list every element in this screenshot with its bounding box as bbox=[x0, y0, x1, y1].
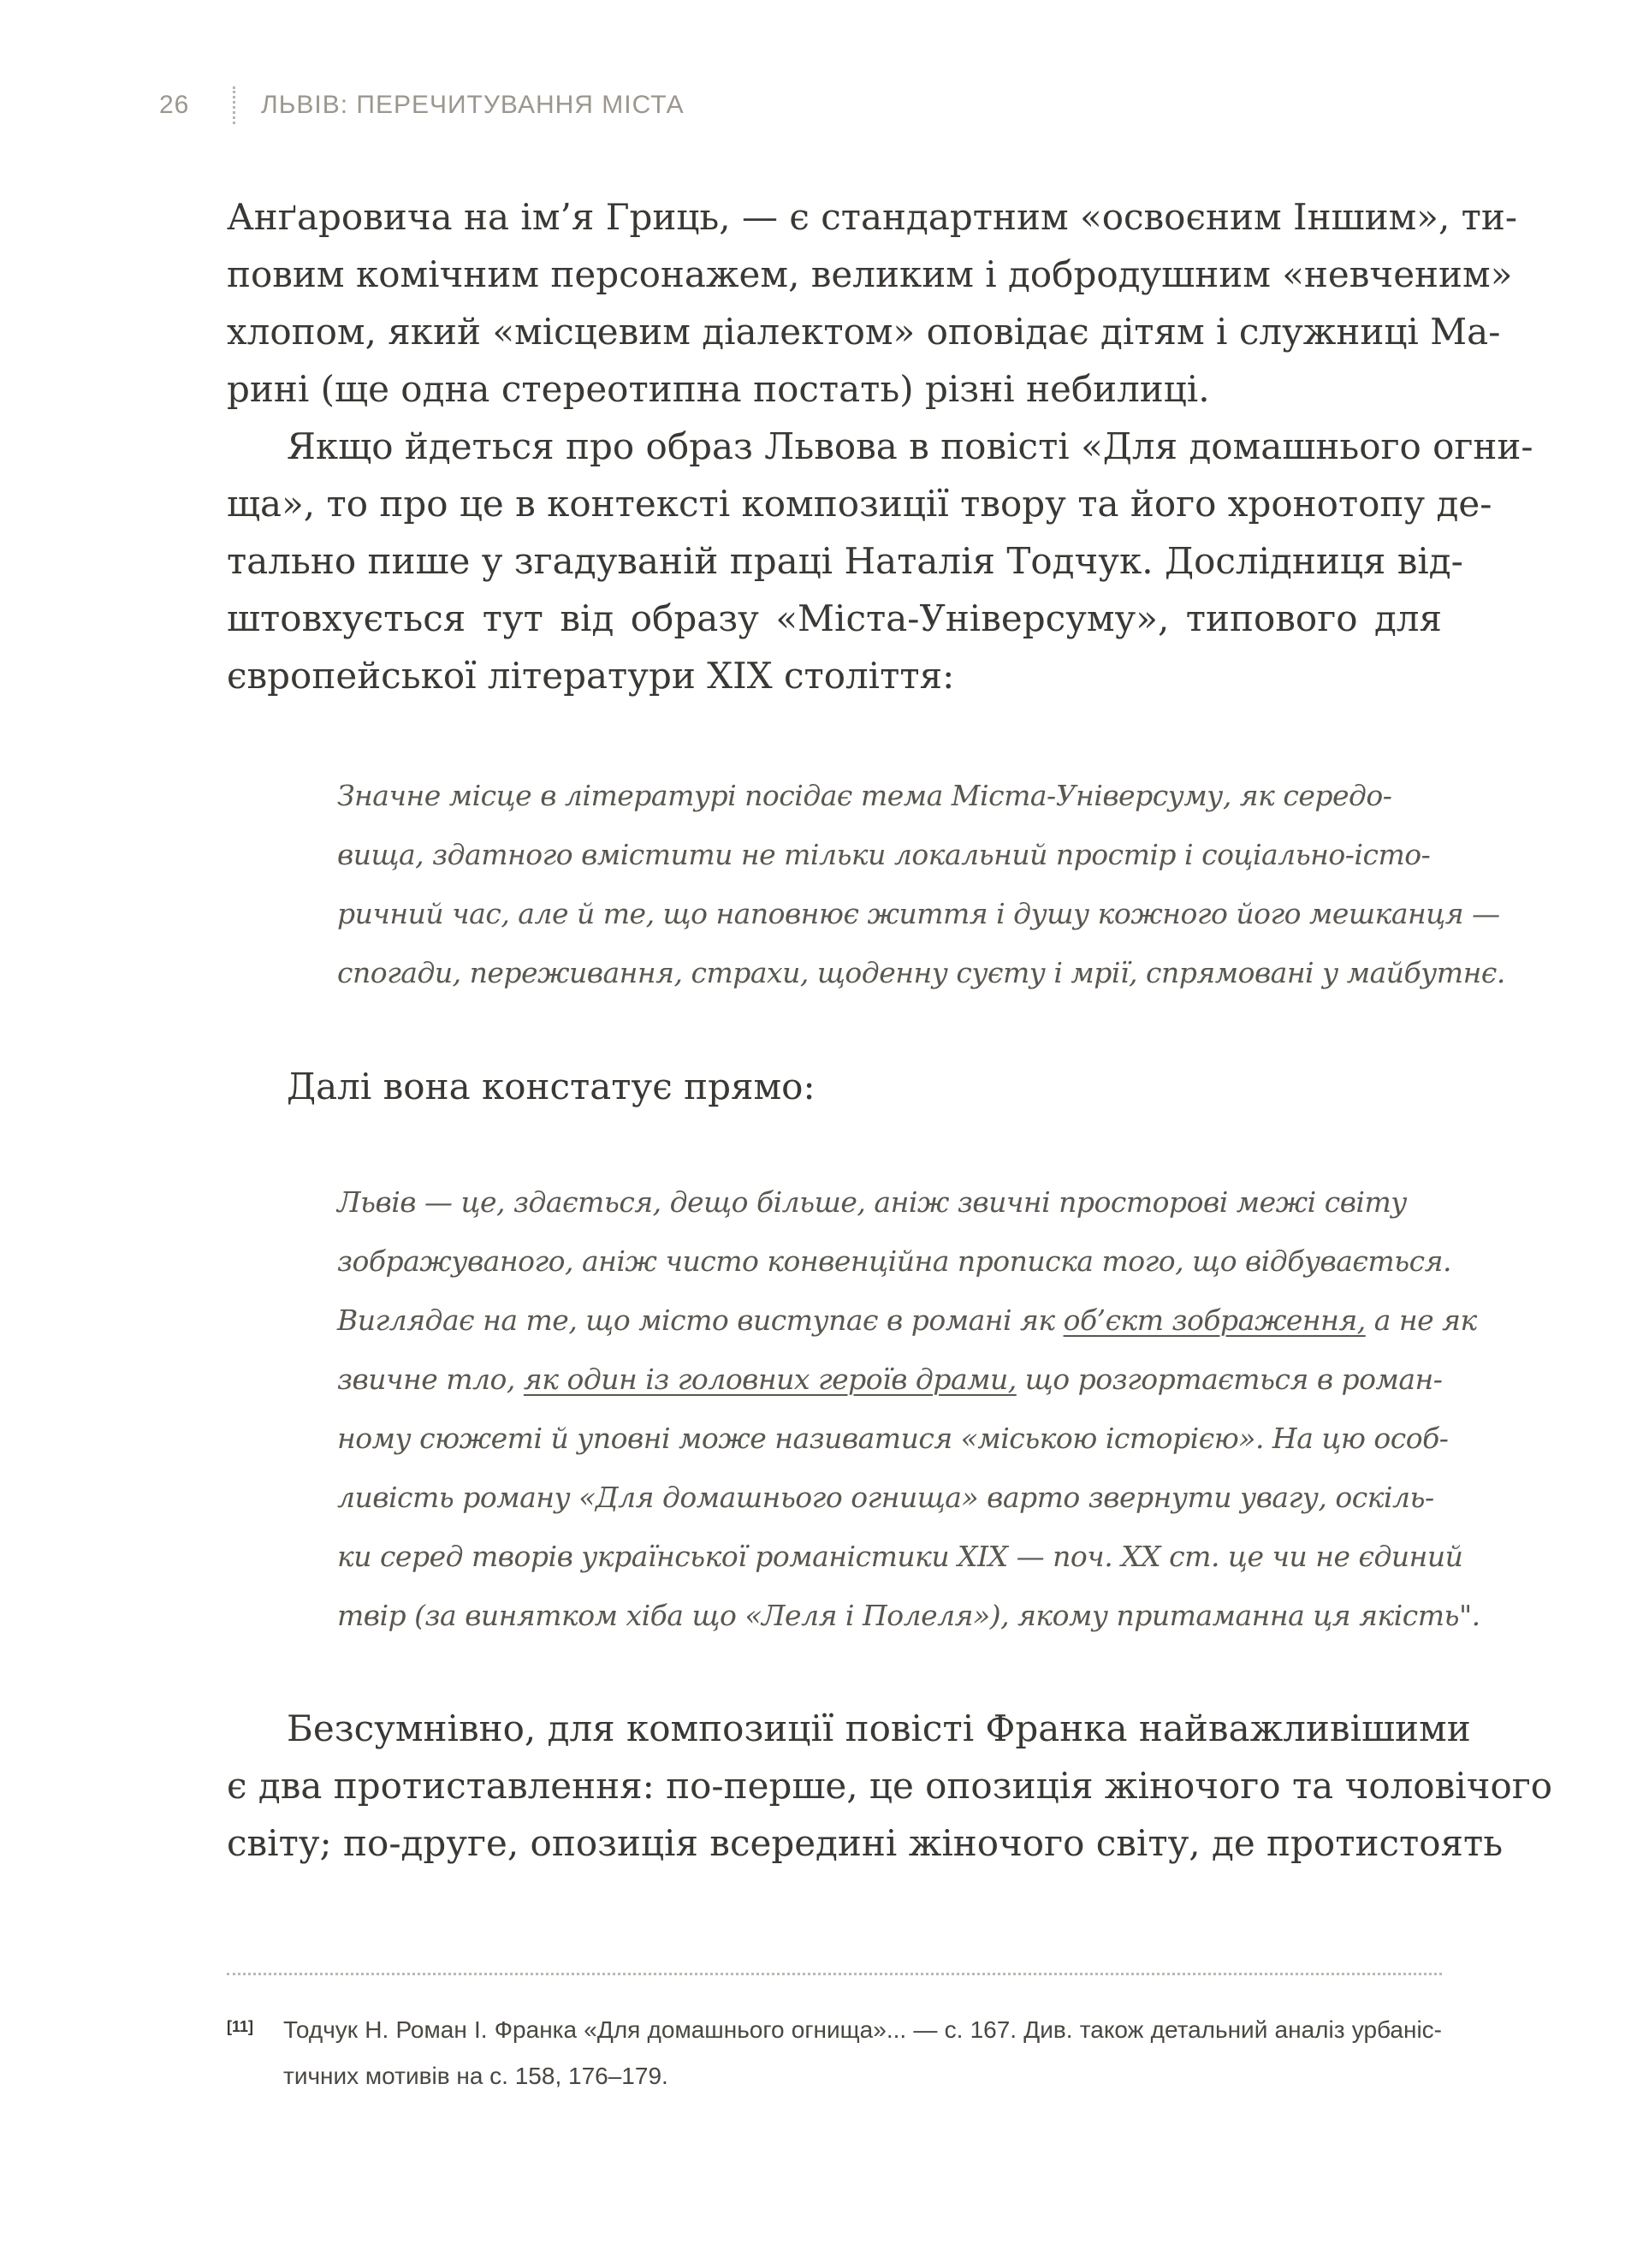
quote-text: а не як bbox=[1365, 1303, 1477, 1337]
quote-text: Виглядає на те, що місто виступає в романі як bbox=[337, 1303, 1064, 1337]
block-quote-2 bbox=[337, 1173, 1480, 1645]
paragraph-3 bbox=[287, 1058, 1502, 1115]
footnote-divider bbox=[227, 1973, 1442, 1975]
paragraph-1 bbox=[227, 188, 1518, 418]
text-line: тально пише у згадуваній праці Наталія Тодчук. Дослідниця від- bbox=[227, 540, 1463, 582]
quote-line bbox=[337, 1350, 1443, 1409]
text-line: є два протиставлення: по-перше, це опозиція жіночого та чоловічого bbox=[227, 1765, 1553, 1807]
running-title: ЛЬВІВ: ПЕРЕЧИТУВАННЯ МІСТА bbox=[261, 91, 685, 119]
quote-line: зображуваного, аніж чисто конвенційна прописка того, що відбувається. bbox=[337, 1244, 1451, 1278]
text-line: світу; по-друге, опозиція всередині жіночого світу, де протистоять bbox=[227, 1822, 1504, 1864]
underlined-phrase: об’єкт зображення, bbox=[1063, 1303, 1366, 1337]
text-line: Анґаровича на ім’я Гриць, — є стандартним «освоєним Іншим», ти- bbox=[227, 196, 1518, 238]
quote-line: Значне місце в літературі посідає тема Міста-Універсуму, як середо- bbox=[337, 779, 1392, 812]
underlined-phrase: як один із головних героїв драми, bbox=[523, 1363, 1017, 1396]
quote-line: спогади, переживання, страхи, щоденну суєту і мрії, спрямовані у майбутнє. bbox=[337, 956, 1505, 989]
quote-line: твір (за винятком хіба що «Леля і Полеля»), якому притаманна ця якість". bbox=[337, 1599, 1480, 1632]
text-line: штовхується тут від образу «Міста-Універсуму», типового для bbox=[227, 597, 1442, 639]
footnote-mark: [11] bbox=[227, 2018, 254, 2035]
footnote-text bbox=[283, 2007, 1442, 2099]
quote-line: ливість роману «Для домашнього огнища» варто звернути увагу, оскіль- bbox=[337, 1481, 1434, 1514]
text-line: ща», то про це в контексті композиції твору та його хронотопу де- bbox=[227, 483, 1492, 525]
quote-line: ки серед творів української романістики XIX — поч. XX ст. це чи не єдиний bbox=[337, 1540, 1463, 1573]
text-line: повим комічним персонажем, великим і добродушним «невченим» bbox=[227, 253, 1513, 295]
footnote bbox=[227, 2007, 1442, 2099]
quote-line bbox=[337, 1291, 1477, 1350]
header-divider bbox=[233, 86, 235, 124]
page-number: 26 bbox=[159, 91, 190, 119]
quote-line: ному сюжеті й уповні може називатися «міською історією». На цю особ- bbox=[337, 1422, 1449, 1455]
text-line: рині (ще одна стереотипна постать) різні небилиці. bbox=[227, 368, 1210, 410]
text-line: хлопом, який «місцевим діалектом» оповідає дітям і служниці Ма- bbox=[227, 311, 1501, 353]
text-line: Якщо йдеться про образ Львова в повісті «Для домашнього огни- bbox=[287, 425, 1533, 467]
quote-line: вища, здатного вмістити не тільки локальний простір і соціально-істо- bbox=[337, 838, 1431, 871]
paragraph-2 bbox=[227, 418, 1533, 704]
quote-text: що розгортається в роман- bbox=[1016, 1363, 1443, 1396]
quote-text: звичне тло, bbox=[337, 1363, 524, 1396]
footnote-line: тичних мотивів на с. 158, 176–179. bbox=[283, 2063, 668, 2089]
footnote-line: Тодчук Н. Роман І. Франка «Для домашнього огнища»... — с. 167. Див. також детальний аналіз урбаніс- bbox=[283, 2016, 1442, 2043]
paragraph-4 bbox=[227, 1700, 1553, 1872]
text-line: Далі вона констатує прямо: bbox=[287, 1066, 816, 1107]
text-line: Безсумнівно, для композиції повісті Франка найважливішими bbox=[287, 1707, 1471, 1749]
running-header bbox=[159, 86, 685, 124]
quote-line: Львів — це, здається, дещо більше, аніж звичні просторові межі світу bbox=[337, 1185, 1407, 1219]
quote-line: ричний час, але й те, що наповнює життя і душу кожного його мешканця — bbox=[337, 897, 1500, 930]
block-quote-1 bbox=[337, 766, 1505, 1002]
text-line: європейської літератури XIX століття: bbox=[227, 655, 955, 697]
